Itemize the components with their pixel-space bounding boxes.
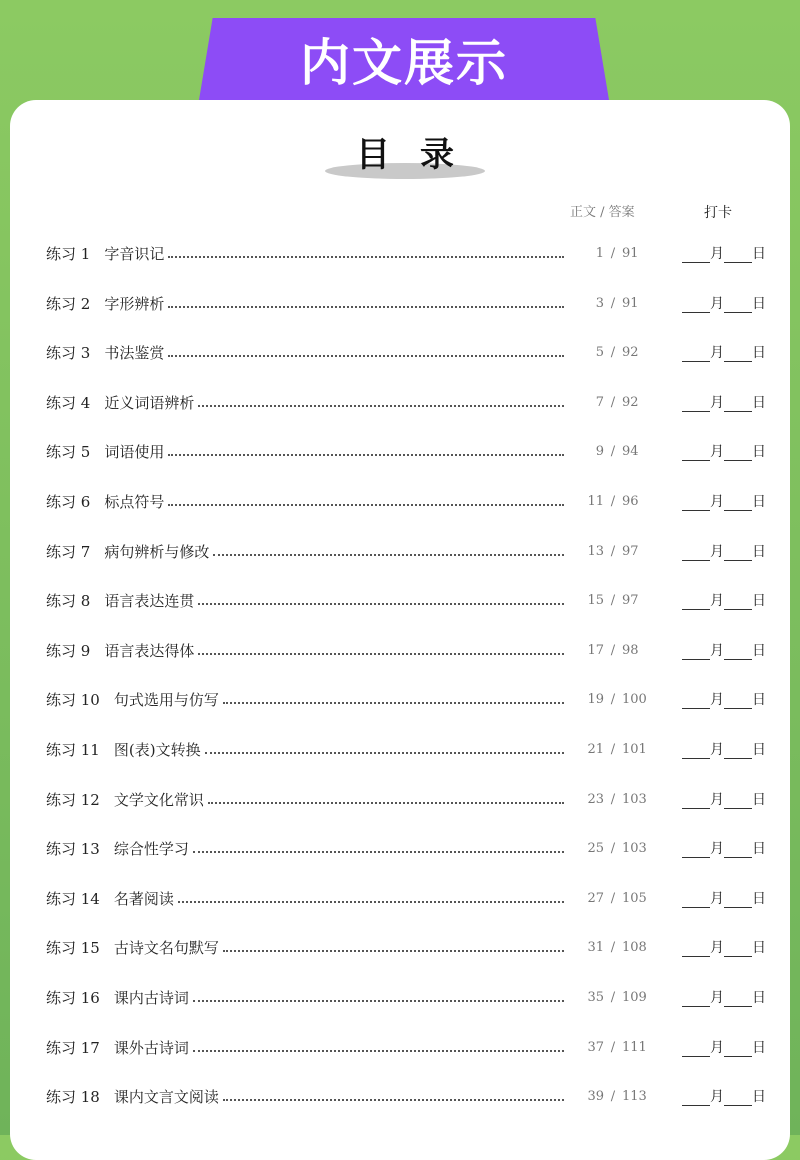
exercise-number: 练习 13 bbox=[46, 839, 100, 858]
page-numbers bbox=[582, 246, 652, 261]
day-blank[interactable] bbox=[724, 942, 752, 957]
month-label: 月 bbox=[710, 643, 724, 659]
month-label: 月 bbox=[710, 1089, 724, 1105]
checkin-field[interactable] bbox=[682, 441, 766, 461]
exercise-number: 练习 4 bbox=[46, 393, 91, 412]
checkin-field[interactable] bbox=[682, 491, 766, 511]
toc-row bbox=[46, 684, 766, 714]
exercise-title: 书法鉴赏 bbox=[104, 343, 165, 362]
exercise-title: 标点符号 bbox=[104, 492, 165, 511]
day-label: 日 bbox=[752, 692, 766, 708]
dot-leader bbox=[168, 255, 564, 258]
day-blank[interactable] bbox=[724, 645, 752, 660]
day-blank[interactable] bbox=[724, 1091, 752, 1106]
toc-row bbox=[46, 238, 766, 268]
checkin-field[interactable] bbox=[682, 888, 766, 908]
text-page: 15 bbox=[587, 592, 604, 608]
page-separator: / bbox=[610, 592, 616, 608]
day-label: 日 bbox=[752, 742, 766, 758]
page-separator: / bbox=[610, 989, 616, 1005]
day-label: 日 bbox=[752, 841, 766, 857]
day-label: 日 bbox=[752, 940, 766, 956]
day-label: 日 bbox=[752, 345, 766, 361]
month-blank[interactable] bbox=[682, 546, 710, 561]
month-label: 月 bbox=[710, 544, 724, 560]
exercise-title: 课内文言文阅读 bbox=[113, 1087, 219, 1106]
day-label: 日 bbox=[752, 395, 766, 411]
month-label: 月 bbox=[710, 593, 724, 609]
dot-leader bbox=[198, 404, 564, 407]
exercise-title: 字形辨析 bbox=[104, 294, 165, 313]
exercise-number: 练习 9 bbox=[46, 641, 91, 660]
answer-page: 97 bbox=[622, 592, 639, 608]
text-page: 17 bbox=[587, 642, 604, 658]
page-separator: / bbox=[610, 691, 616, 707]
month-label: 月 bbox=[710, 345, 724, 361]
answer-page: 91 bbox=[622, 245, 639, 261]
toc-row bbox=[46, 337, 766, 367]
checkin-field[interactable] bbox=[682, 1086, 766, 1106]
answer-page: 97 bbox=[622, 543, 639, 559]
text-page: 23 bbox=[587, 791, 604, 807]
text-page: 11 bbox=[587, 493, 604, 509]
day-label: 日 bbox=[752, 494, 766, 510]
month-label: 月 bbox=[710, 395, 724, 411]
page-separator: / bbox=[610, 741, 616, 757]
page-numbers bbox=[582, 544, 652, 559]
column-header-checkin: 打卡 bbox=[704, 205, 732, 221]
page-numbers bbox=[582, 891, 652, 906]
dot-leader bbox=[213, 553, 564, 556]
exercise-title: 近义词语辨析 bbox=[104, 393, 195, 412]
dot-leader bbox=[198, 602, 564, 605]
page-numbers bbox=[582, 395, 652, 410]
exercise-title: 名著阅读 bbox=[113, 889, 174, 908]
exercise-number: 练习 8 bbox=[46, 591, 91, 610]
checkin-field[interactable] bbox=[682, 590, 766, 610]
column-header-pages: 正文 / 答案 bbox=[570, 205, 635, 220]
dot-leader bbox=[168, 354, 564, 357]
answer-page: 92 bbox=[622, 344, 639, 360]
text-page: 27 bbox=[587, 890, 604, 906]
text-page: 19 bbox=[587, 691, 604, 707]
dot-leader bbox=[168, 503, 564, 506]
exercise-number: 练习 1 bbox=[46, 244, 91, 263]
text-page: 37 bbox=[587, 1039, 604, 1055]
month-label: 月 bbox=[710, 1040, 724, 1056]
text-page: 35 bbox=[587, 989, 604, 1005]
exercise-title: 综合性学习 bbox=[113, 839, 189, 858]
answer-page: 94 bbox=[622, 443, 639, 459]
exercise-title: 文学文化常识 bbox=[113, 790, 204, 809]
month-blank[interactable] bbox=[682, 893, 710, 908]
month-label: 月 bbox=[710, 841, 724, 857]
toc-row bbox=[46, 833, 766, 863]
exercise-title: 病句辨析与修改 bbox=[104, 542, 210, 561]
answer-page: 105 bbox=[622, 890, 647, 906]
month-blank[interactable] bbox=[682, 248, 710, 263]
dot-leader bbox=[205, 751, 564, 754]
month-label: 月 bbox=[710, 990, 724, 1006]
page-separator: / bbox=[610, 791, 616, 807]
exercise-number: 练习 18 bbox=[46, 1087, 100, 1106]
day-blank[interactable] bbox=[724, 248, 752, 263]
day-label: 日 bbox=[752, 1040, 766, 1056]
checkin-field[interactable] bbox=[682, 937, 766, 957]
day-blank[interactable] bbox=[724, 546, 752, 561]
toc-row bbox=[46, 486, 766, 516]
text-page: 21 bbox=[587, 741, 604, 757]
month-blank[interactable] bbox=[682, 744, 710, 759]
answer-page: 109 bbox=[622, 989, 647, 1005]
page-numbers bbox=[582, 742, 652, 757]
page-separator: / bbox=[610, 939, 616, 955]
exercise-number: 练习 2 bbox=[46, 294, 91, 313]
dot-leader bbox=[208, 801, 564, 804]
page-numbers bbox=[582, 296, 652, 311]
day-blank[interactable] bbox=[724, 893, 752, 908]
page-separator: / bbox=[610, 543, 616, 559]
month-blank[interactable] bbox=[682, 446, 710, 461]
checkin-field[interactable] bbox=[682, 243, 766, 263]
exercise-number: 练习 11 bbox=[46, 740, 100, 759]
page-numbers bbox=[582, 444, 652, 459]
exercise-number: 练习 5 bbox=[46, 442, 91, 461]
answer-page: 113 bbox=[622, 1088, 647, 1104]
day-label: 日 bbox=[752, 296, 766, 312]
page-separator: / bbox=[610, 344, 616, 360]
page-numbers bbox=[582, 841, 652, 856]
answer-page: 108 bbox=[622, 939, 647, 955]
page-separator: / bbox=[610, 443, 616, 459]
dot-leader bbox=[223, 1098, 564, 1101]
toc-row bbox=[46, 1032, 766, 1062]
text-page: 1 bbox=[595, 245, 604, 261]
dot-leader bbox=[198, 652, 564, 655]
toc-row bbox=[46, 734, 766, 764]
checkin-field[interactable] bbox=[682, 640, 766, 660]
exercise-title: 课内古诗词 bbox=[113, 988, 189, 1007]
day-blank[interactable] bbox=[724, 992, 752, 1007]
dot-leader bbox=[223, 701, 564, 704]
day-label: 日 bbox=[752, 1089, 766, 1105]
answer-page: 100 bbox=[622, 691, 647, 707]
page-numbers bbox=[582, 345, 652, 360]
day-blank[interactable] bbox=[724, 595, 752, 610]
day-blank[interactable] bbox=[724, 298, 752, 313]
checkin-field[interactable] bbox=[682, 987, 766, 1007]
exercise-number: 练习 16 bbox=[46, 988, 100, 1007]
exercise-title: 语言表达连贯 bbox=[104, 591, 195, 610]
checkin-field[interactable] bbox=[682, 392, 766, 412]
answer-page: 103 bbox=[622, 791, 647, 807]
toc-row bbox=[46, 288, 766, 318]
day-blank[interactable] bbox=[724, 397, 752, 412]
toc-row bbox=[46, 932, 766, 962]
text-page: 5 bbox=[595, 344, 604, 360]
page-numbers bbox=[582, 940, 652, 955]
page-numbers bbox=[582, 593, 652, 608]
checkin-field[interactable] bbox=[682, 739, 766, 759]
month-label: 月 bbox=[710, 792, 724, 808]
exercise-title: 图(表)文转换 bbox=[113, 740, 201, 759]
day-blank[interactable] bbox=[724, 347, 752, 362]
exercise-number: 练习 12 bbox=[46, 790, 100, 809]
day-label: 日 bbox=[752, 891, 766, 907]
dot-leader bbox=[193, 850, 564, 853]
exercise-title: 古诗文名句默写 bbox=[113, 938, 219, 957]
answer-page: 98 bbox=[622, 642, 639, 658]
toc-row bbox=[46, 784, 766, 814]
toc-row bbox=[46, 536, 766, 566]
toc-title: 目录 bbox=[356, 135, 484, 175]
toc-row bbox=[46, 585, 766, 615]
exercise-number: 练习 3 bbox=[46, 343, 91, 362]
exercise-number: 练习 14 bbox=[46, 889, 100, 908]
dot-leader bbox=[178, 900, 564, 903]
day-blank[interactable] bbox=[724, 794, 752, 809]
month-label: 月 bbox=[710, 246, 724, 262]
month-blank[interactable] bbox=[682, 992, 710, 1007]
checkin-field[interactable] bbox=[682, 293, 766, 313]
exercise-title: 句式选用与仿写 bbox=[113, 690, 219, 709]
page-separator: / bbox=[610, 493, 616, 509]
month-label: 月 bbox=[710, 494, 724, 510]
month-blank[interactable] bbox=[682, 843, 710, 858]
page-separator: / bbox=[610, 245, 616, 261]
month-label: 月 bbox=[710, 940, 724, 956]
month-blank[interactable] bbox=[682, 1091, 710, 1106]
day-blank[interactable] bbox=[724, 1042, 752, 1057]
month-blank[interactable] bbox=[682, 794, 710, 809]
page-numbers bbox=[582, 643, 652, 658]
toc-row bbox=[46, 635, 766, 665]
month-blank[interactable] bbox=[682, 347, 710, 362]
exercise-number: 练习 7 bbox=[46, 542, 91, 561]
day-blank[interactable] bbox=[724, 446, 752, 461]
text-page: 13 bbox=[587, 543, 604, 559]
month-blank[interactable] bbox=[682, 942, 710, 957]
exercise-title: 字音识记 bbox=[104, 244, 165, 263]
text-page: 9 bbox=[595, 443, 604, 459]
answer-page: 91 bbox=[622, 295, 639, 311]
dot-leader bbox=[193, 999, 564, 1002]
checkin-field[interactable] bbox=[682, 342, 766, 362]
day-label: 日 bbox=[752, 593, 766, 609]
toc-row bbox=[46, 436, 766, 466]
exercise-title: 课外古诗词 bbox=[113, 1038, 189, 1057]
day-blank[interactable] bbox=[724, 744, 752, 759]
checkin-field[interactable] bbox=[682, 838, 766, 858]
exercise-number: 练习 6 bbox=[46, 492, 91, 511]
answer-page: 96 bbox=[622, 493, 639, 509]
toc-row bbox=[46, 883, 766, 913]
answer-page: 103 bbox=[622, 840, 647, 856]
dot-leader bbox=[193, 1049, 564, 1052]
month-blank[interactable] bbox=[682, 397, 710, 412]
answer-page: 101 bbox=[622, 741, 647, 757]
month-label: 月 bbox=[710, 742, 724, 758]
month-label: 月 bbox=[710, 692, 724, 708]
page-separator: / bbox=[610, 1088, 616, 1104]
text-page: 39 bbox=[587, 1088, 604, 1104]
exercise-title: 语言表达得体 bbox=[104, 641, 195, 660]
day-label: 日 bbox=[752, 792, 766, 808]
day-label: 日 bbox=[752, 643, 766, 659]
page-numbers bbox=[582, 1040, 652, 1055]
banner-title: 内文展示 bbox=[300, 34, 508, 92]
text-page: 3 bbox=[595, 295, 604, 311]
day-label: 日 bbox=[752, 444, 766, 460]
month-label: 月 bbox=[710, 296, 724, 312]
month-label: 月 bbox=[710, 444, 724, 460]
month-blank[interactable] bbox=[682, 595, 710, 610]
page-numbers bbox=[582, 1089, 652, 1104]
month-label: 月 bbox=[710, 891, 724, 907]
exercise-number: 练习 15 bbox=[46, 938, 100, 957]
month-blank[interactable] bbox=[682, 645, 710, 660]
day-blank[interactable] bbox=[724, 843, 752, 858]
day-label: 日 bbox=[752, 246, 766, 262]
day-blank[interactable] bbox=[724, 496, 752, 511]
page-numbers bbox=[582, 692, 652, 707]
day-blank[interactable] bbox=[724, 694, 752, 709]
dot-leader bbox=[223, 949, 564, 952]
page-numbers bbox=[582, 792, 652, 807]
page-separator: / bbox=[610, 394, 616, 410]
checkin-field[interactable] bbox=[682, 541, 766, 561]
checkin-field[interactable] bbox=[682, 689, 766, 709]
toc-heading bbox=[325, 130, 485, 182]
toc-row bbox=[46, 982, 766, 1012]
toc-row bbox=[46, 387, 766, 417]
day-label: 日 bbox=[752, 544, 766, 560]
month-blank[interactable] bbox=[682, 298, 710, 313]
dot-leader bbox=[168, 453, 564, 456]
month-blank[interactable] bbox=[682, 694, 710, 709]
page-separator: / bbox=[610, 642, 616, 658]
page-numbers bbox=[582, 494, 652, 509]
page-separator: / bbox=[610, 890, 616, 906]
text-page: 7 bbox=[595, 394, 604, 410]
page-separator: / bbox=[610, 295, 616, 311]
day-label: 日 bbox=[752, 990, 766, 1006]
page-numbers bbox=[582, 990, 652, 1005]
exercise-number: 练习 17 bbox=[46, 1038, 100, 1057]
page-separator: / bbox=[610, 1039, 616, 1055]
exercise-title: 词语使用 bbox=[104, 442, 165, 461]
month-blank[interactable] bbox=[682, 1042, 710, 1057]
checkin-field[interactable] bbox=[682, 1037, 766, 1057]
month-blank[interactable] bbox=[682, 496, 710, 511]
exercise-number: 练习 10 bbox=[46, 690, 100, 709]
checkin-field[interactable] bbox=[682, 789, 766, 809]
toc-row bbox=[46, 1081, 766, 1111]
page-separator: / bbox=[610, 840, 616, 856]
answer-page: 111 bbox=[622, 1039, 647, 1055]
dot-leader bbox=[168, 305, 564, 308]
text-page: 25 bbox=[587, 840, 604, 856]
answer-page: 92 bbox=[622, 394, 639, 410]
text-page: 31 bbox=[587, 939, 604, 955]
